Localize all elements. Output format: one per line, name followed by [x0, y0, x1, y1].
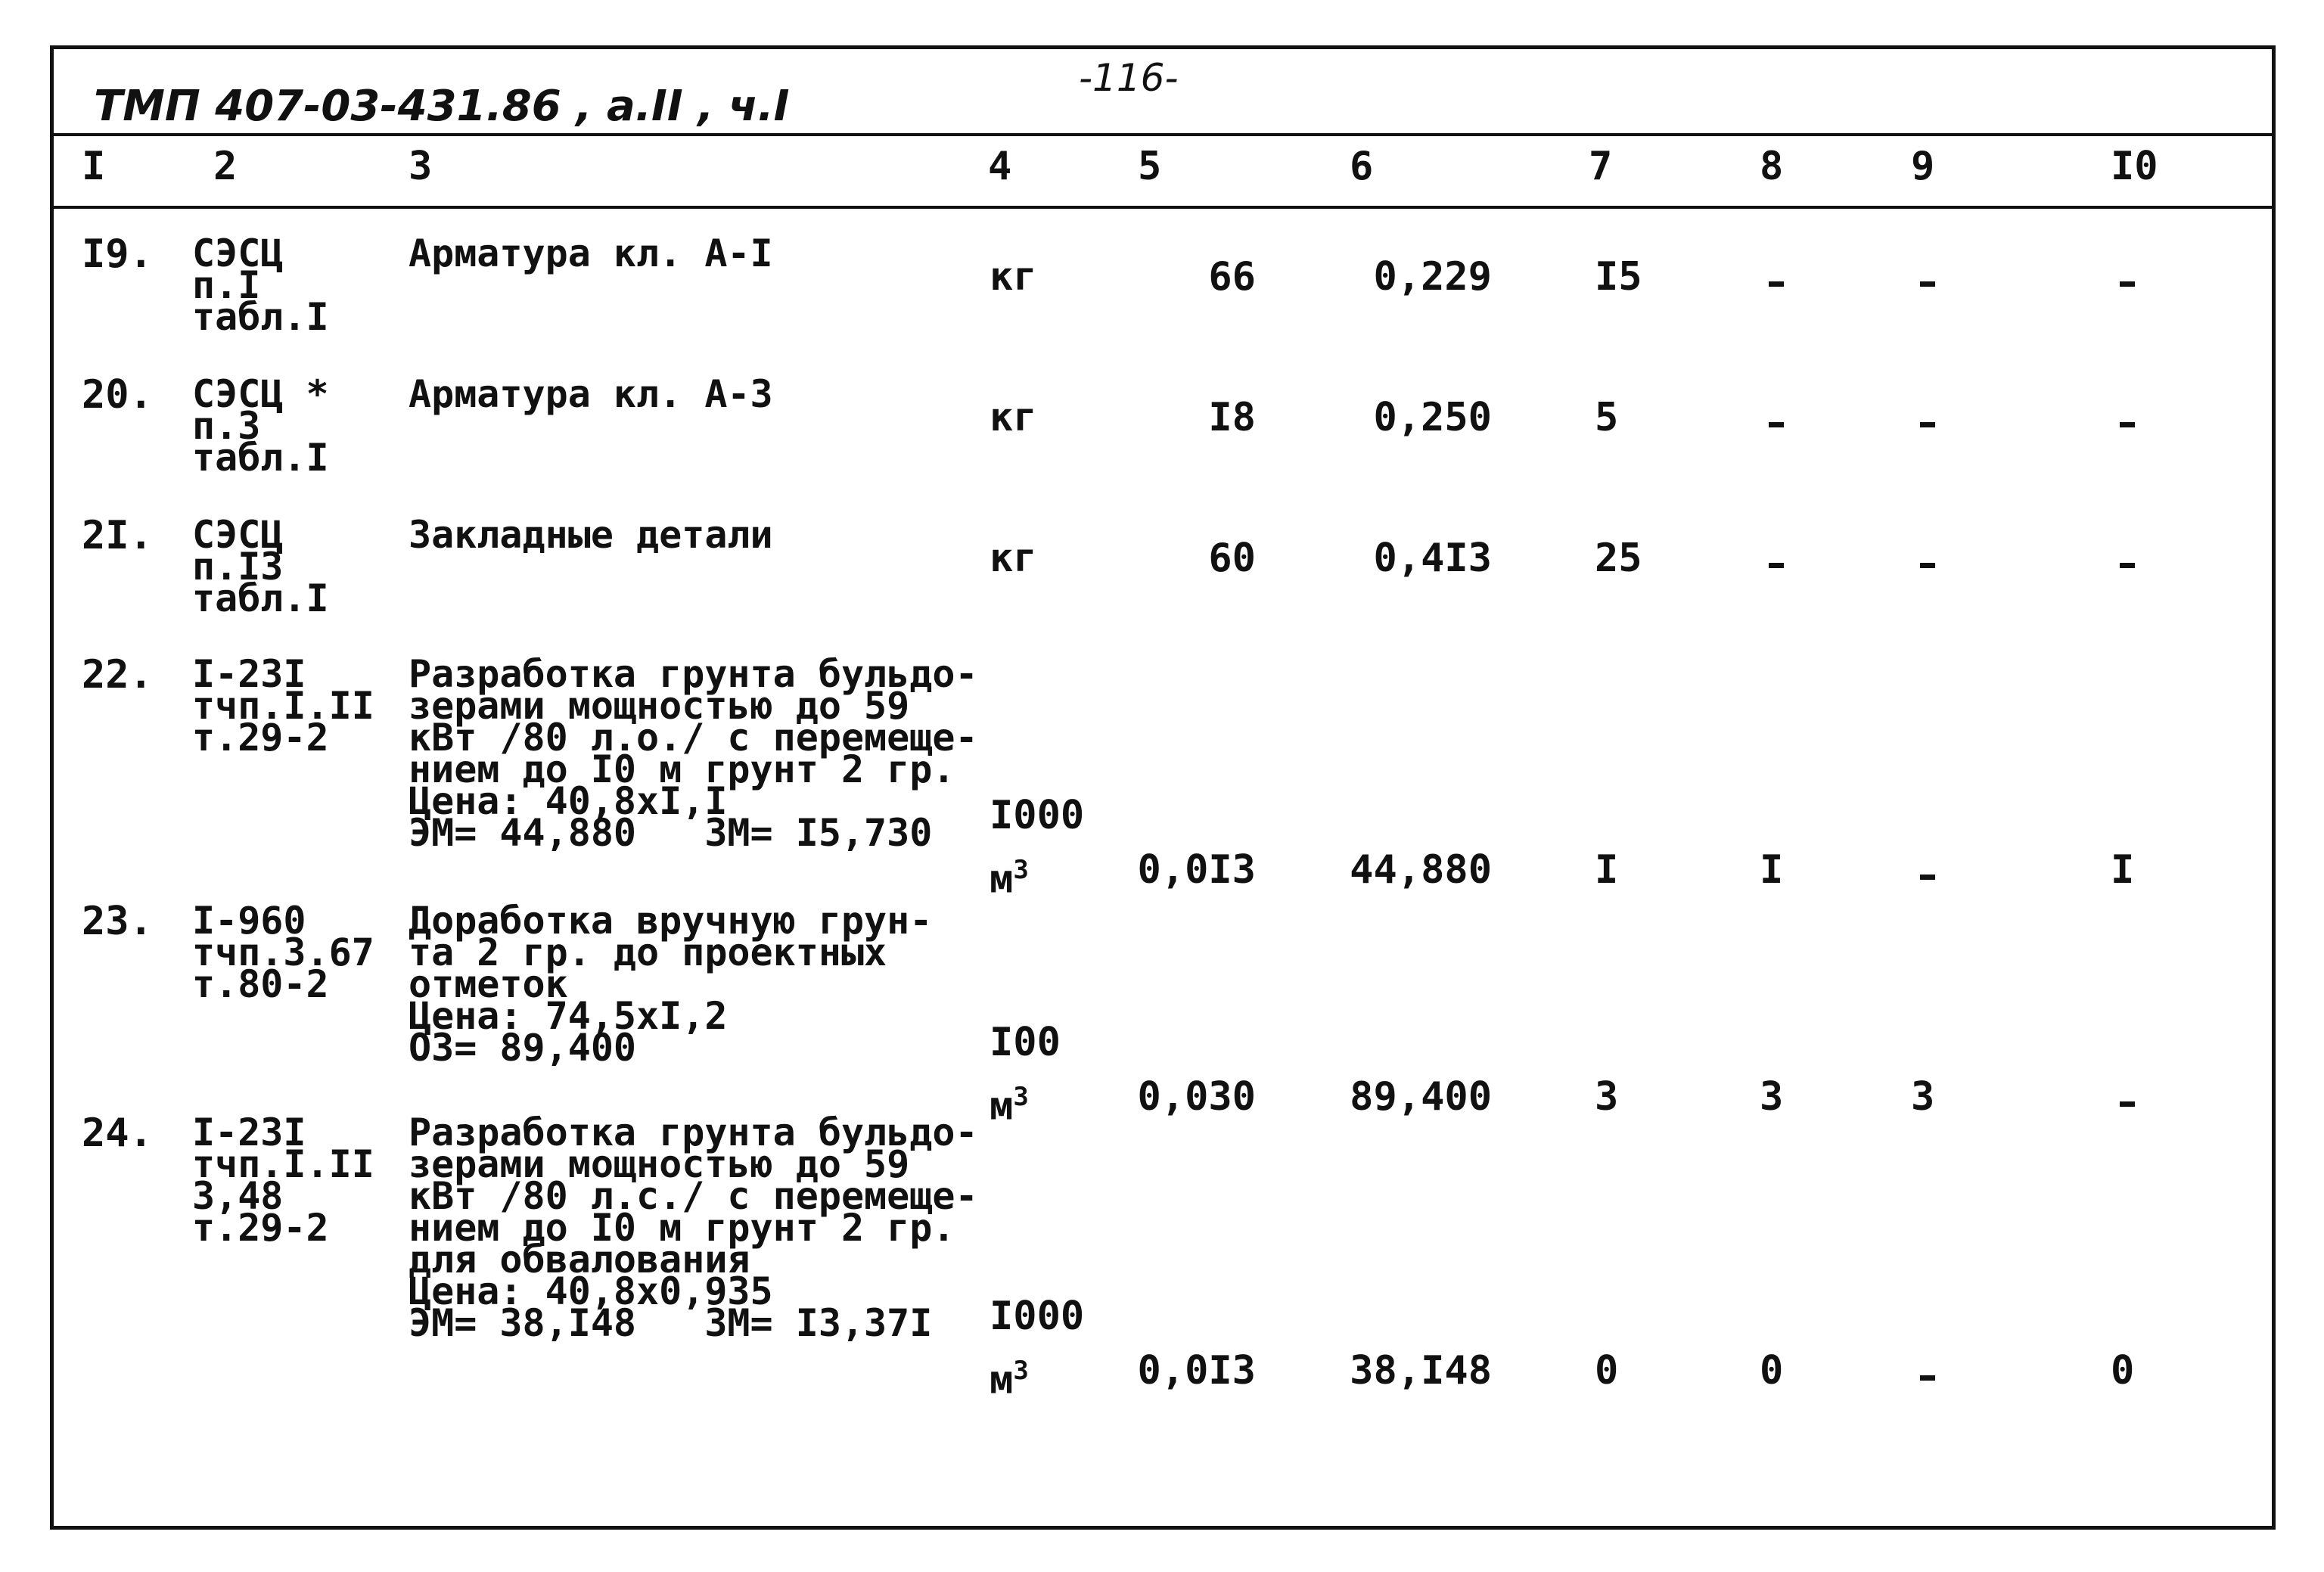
- unit: $м^3$: [990, 1356, 1029, 1403]
- row-number: 22.: [82, 652, 153, 697]
- col6-value: 44,880: [1350, 847, 1492, 893]
- document-reference: ТМП 407-03-431.86 , а.II , ч.I: [94, 82, 790, 131]
- col10-value-dash: [2120, 422, 2135, 427]
- col8-value: 3: [1760, 1074, 1784, 1120]
- column-header-rule: [50, 206, 2276, 209]
- column-header-2: 2: [213, 144, 238, 189]
- column-header-8: 8: [1760, 144, 1784, 189]
- col10-value: 0: [2111, 1348, 2135, 1393]
- col5-value: 60: [1208, 536, 1256, 581]
- col5-value: I8: [1208, 395, 1256, 440]
- row-number: 23.: [82, 899, 153, 944]
- work-description: Разработка грунта бульдо- зерами мощностью до 59 кВт /80 л.с./ с перемеще- нием до I0 м грунт 2 гр. для обвалования Цена: 40,8х0,935 ЭМ= 38,I48 ЗМ= I3,37I: [409, 1111, 978, 1345]
- unit-quantity: I000: [990, 1294, 1085, 1339]
- col6-value: 38,I48: [1350, 1348, 1492, 1393]
- col8-value-dash: [1769, 563, 1784, 568]
- col7-value: 5: [1595, 395, 1619, 440]
- col10-value: I: [2111, 847, 2135, 893]
- unit: $м^3$: [990, 1082, 1029, 1129]
- col9-value: 3: [1911, 1074, 1935, 1120]
- norm-code: СЭСЦ п.I3 табл.I: [192, 513, 329, 620]
- column-header-9: 9: [1911, 144, 1935, 189]
- row-number: 2I.: [82, 513, 153, 558]
- col6-value: 0,4I3: [1373, 536, 1492, 581]
- col7-value: 0: [1595, 1348, 1619, 1393]
- row-number: I9.: [82, 231, 153, 277]
- unit: кг: [990, 395, 1037, 440]
- col8-value: 0: [1760, 1348, 1784, 1393]
- col8-value: I: [1760, 847, 1784, 893]
- col5-value: 0,0I3: [1137, 1348, 1256, 1393]
- work-description: Арматура кл. А-3: [409, 372, 773, 416]
- col6-value: 89,400: [1350, 1074, 1492, 1120]
- col8-value-dash: [1769, 281, 1784, 287]
- col6-value: 0,250: [1373, 395, 1492, 440]
- work-description: Доработка вручную грун- та 2 гр. до проектных отметок Цена: 74,5хI,2 ОЗ= 89,400: [409, 899, 933, 1070]
- column-header-7: 7: [1589, 144, 1613, 189]
- col10-value-dash: [2120, 1101, 2135, 1107]
- header-rule: [50, 133, 2276, 136]
- col10-value-dash: [2120, 563, 2135, 568]
- page-frame: [50, 45, 2276, 1530]
- column-header-4: 4: [988, 144, 1012, 189]
- column-header-10: I0: [2111, 144, 2158, 189]
- column-header-5: 5: [1138, 144, 1162, 189]
- work-description: Арматура кл. А-I: [409, 231, 773, 275]
- col8-value-dash: [1769, 422, 1784, 427]
- norm-code: I-960 тчп.3.67 т.80-2: [192, 899, 374, 1006]
- unit-quantity: I00: [990, 1020, 1061, 1065]
- col9-value-dash: [1920, 563, 1935, 568]
- unit: кг: [990, 254, 1037, 300]
- norm-code: I-23I тчп.I.II 3,48 т.29-2: [192, 1111, 374, 1250]
- col9-value-dash: [1920, 281, 1935, 287]
- work-description: Закладные детали: [409, 513, 773, 557]
- column-header-3: 3: [409, 144, 433, 189]
- column-header-6: 6: [1350, 144, 1374, 189]
- work-description: Разработка грунта бульдо- зерами мощностью до 59 кВт /80 л.о./ с перемеще- нием до I0 м грунт 2 гр. Цена: 40,8хI,I ЭМ= 44,880 ЗМ= I5,730: [409, 652, 978, 855]
- col7-value: 3: [1595, 1074, 1619, 1120]
- norm-code: СЭСЦ * п.3 табл.I: [192, 372, 329, 480]
- col5-value: 66: [1208, 254, 1256, 300]
- unit: $м^3$: [990, 855, 1029, 903]
- col7-value: I5: [1595, 254, 1642, 300]
- col7-value: I: [1595, 847, 1619, 893]
- norm-code: СЭСЦ п.I табл.I: [192, 231, 329, 339]
- col5-value: 0,030: [1137, 1074, 1256, 1120]
- col6-value: 0,229: [1373, 254, 1492, 300]
- col5-value: 0,0I3: [1137, 847, 1256, 893]
- row-number: 20.: [82, 372, 153, 418]
- col9-value-dash: [1920, 422, 1935, 427]
- page-number: -116-: [1079, 56, 1179, 100]
- column-header-1: I: [82, 144, 106, 189]
- unit-exponent: 3: [1013, 1356, 1029, 1386]
- row-number: 24.: [82, 1111, 153, 1156]
- unit-quantity: I000: [990, 793, 1085, 838]
- col10-value-dash: [2120, 281, 2135, 287]
- norm-code: I-23I тчп.I.II т.29-2: [192, 652, 374, 760]
- col7-value: 25: [1595, 536, 1642, 581]
- unit-exponent: 3: [1013, 855, 1029, 885]
- unit: кг: [990, 536, 1037, 581]
- col9-value-dash: [1920, 1375, 1935, 1381]
- unit-exponent: 3: [1013, 1082, 1029, 1112]
- col9-value-dash: [1920, 875, 1935, 880]
